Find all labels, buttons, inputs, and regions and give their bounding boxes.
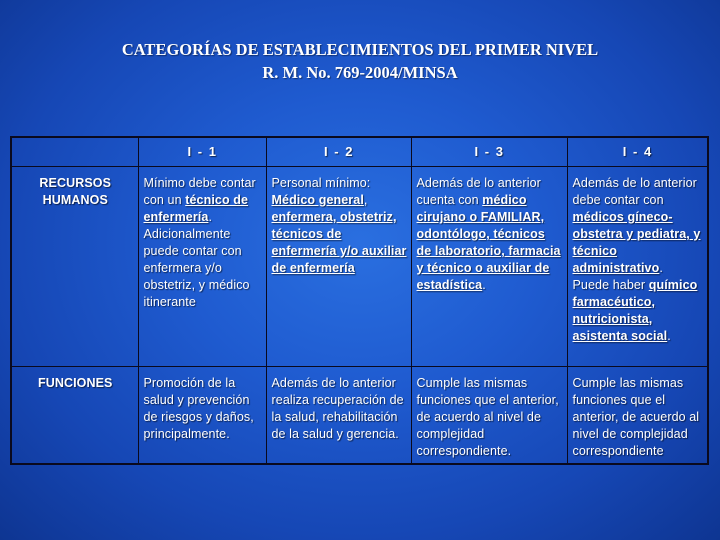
table-cell (138, 167, 266, 367)
table-row-funciones (11, 367, 708, 465)
title-line-2: R. M. No. 769-2004/MINSA (262, 63, 458, 82)
header-cell-i4: I - 4 (567, 137, 708, 167)
emphasized-text: médico cirujano o FAMILIAR, odontólogo, técnicos de laboratorio, farmacia y técnico o auxiliar de estadística (416, 193, 561, 292)
cell-text: Personal mínimo: (271, 176, 371, 190)
header-cell-i3: I - 3 (411, 137, 567, 167)
emphasized-text: médicos gíneco-obstetra y pediatra, y técnico administrativo (572, 210, 701, 275)
table-cell (266, 367, 411, 465)
table-cell (567, 367, 708, 465)
row-label-funciones: FUNCIONES (11, 367, 138, 465)
cell-text: . (667, 329, 671, 343)
table-cell (567, 167, 708, 367)
cell-text: . Adicionalmente puede contar con enfermera y/o obstetriz, y médico itinerante (143, 210, 250, 309)
cell-text: Cumple las mismas funciones que el anterior, de acuerdo al nivel de complejidad correspondiente. (416, 376, 559, 458)
categories-table (10, 136, 709, 465)
emphasized-text: enfermera, obstetriz, técnicos de enfermería y/o auxiliar de enfermería (271, 210, 407, 275)
cell-text: . (482, 278, 486, 292)
cell-text: Promoción de la salud y prevención de riesgos y daños, principalmente. (143, 376, 254, 441)
page-title (0, 38, 720, 84)
cell-text: Además de lo anterior debe contar con (572, 176, 697, 207)
emphasized-text: Médico general (271, 193, 364, 207)
row-label-recursos-humanos: RECURSOS HUMANOS (11, 167, 138, 367)
title-line-1: CATEGORÍAS DE ESTABLECIMIENTOS DEL PRIMER NIVEL (121, 40, 599, 59)
cell-text: Además de lo anterior cuenta con (416, 176, 541, 207)
header-cell-empty (11, 137, 138, 167)
table-cell (138, 367, 266, 465)
table-header-row (11, 137, 708, 167)
cell-text: Además de lo anterior realiza recuperación de la salud, rehabilitación de la salud y gerencia. (271, 376, 404, 441)
emphasized-text: técnico de enfermería (143, 193, 249, 224)
cell-text: Cumple las mismas funciones que el anterior, de acuerdo al nivel de complejidad correspondiente (572, 376, 700, 458)
cell-text: Mínimo debe contar con un (143, 176, 256, 207)
cell-text: . Puede haber (572, 261, 663, 292)
table-cell (411, 167, 567, 367)
table-cell (266, 167, 411, 367)
cell-text: , (363, 193, 368, 207)
header-cell-i1: I - 1 (138, 137, 266, 167)
table-cell (411, 367, 567, 465)
emphasized-text: químico farmacéutico, nutricionista, asistenta social (572, 278, 698, 343)
header-cell-i2: I - 2 (266, 137, 411, 167)
table-row-recursos-humanos (11, 167, 708, 367)
